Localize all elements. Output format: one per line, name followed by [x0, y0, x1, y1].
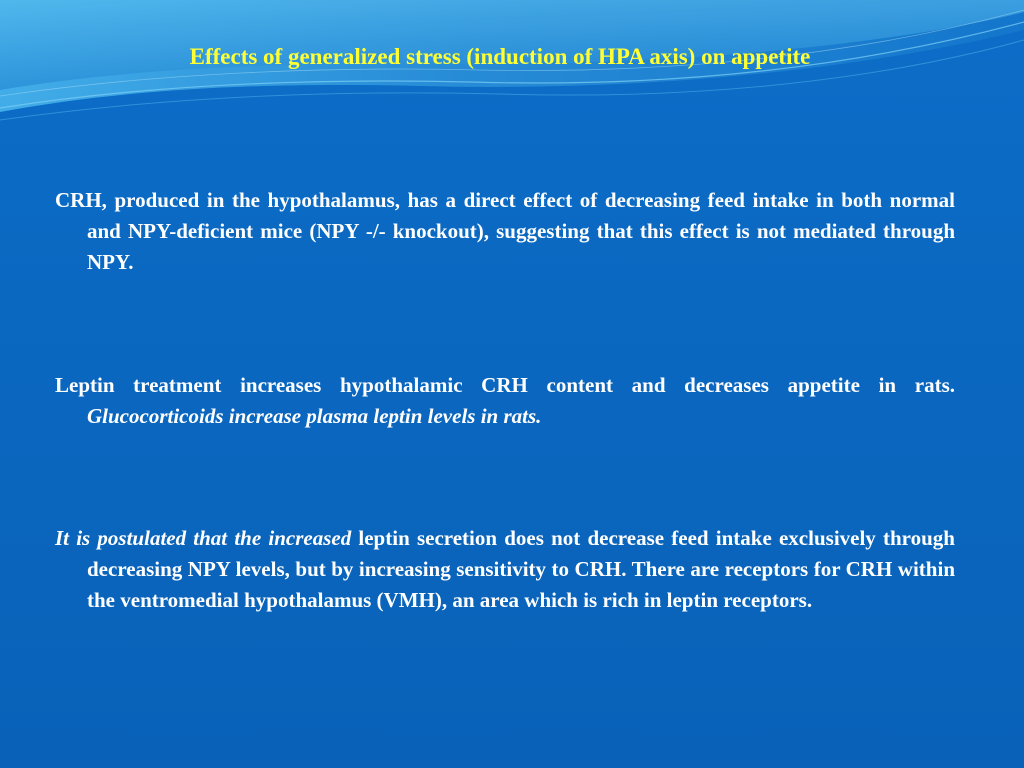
- slide-title: Effects of generalized stress (induction of HPA axis) on appetite: [189, 44, 811, 69]
- bullet-paragraph-3: [55, 523, 955, 616]
- paragraph-1-text: CRH, produced in the hypothalamus, has a direct effect of decreasing feed intake in both normal and NPY-deficient mice (NPY -/- knockout), suggesting that this effect is not mediated through NPY.: [55, 188, 955, 274]
- paragraph-3-italic-text: It is postulated that the increased: [55, 526, 352, 550]
- bullet-paragraph-2: [55, 370, 955, 432]
- paragraph-2-text: Leptin treatment increases hypothalamic CRH content and decreases appetite in rats.: [55, 373, 955, 397]
- paragraph-2-italic-text: Glucocorticoids increase plasma leptin levels in rats.: [87, 404, 542, 428]
- paragraph-3-text: leptin secretion does not decrease feed intake exclusively through decreasing NPY levels, but by increasing sensitivity to CRH. There are receptors for CRH within the ventromedial hypothalamus (VMH), an area which is rich in leptin receptors.: [87, 526, 955, 612]
- bullet-paragraph-1: [55, 185, 955, 278]
